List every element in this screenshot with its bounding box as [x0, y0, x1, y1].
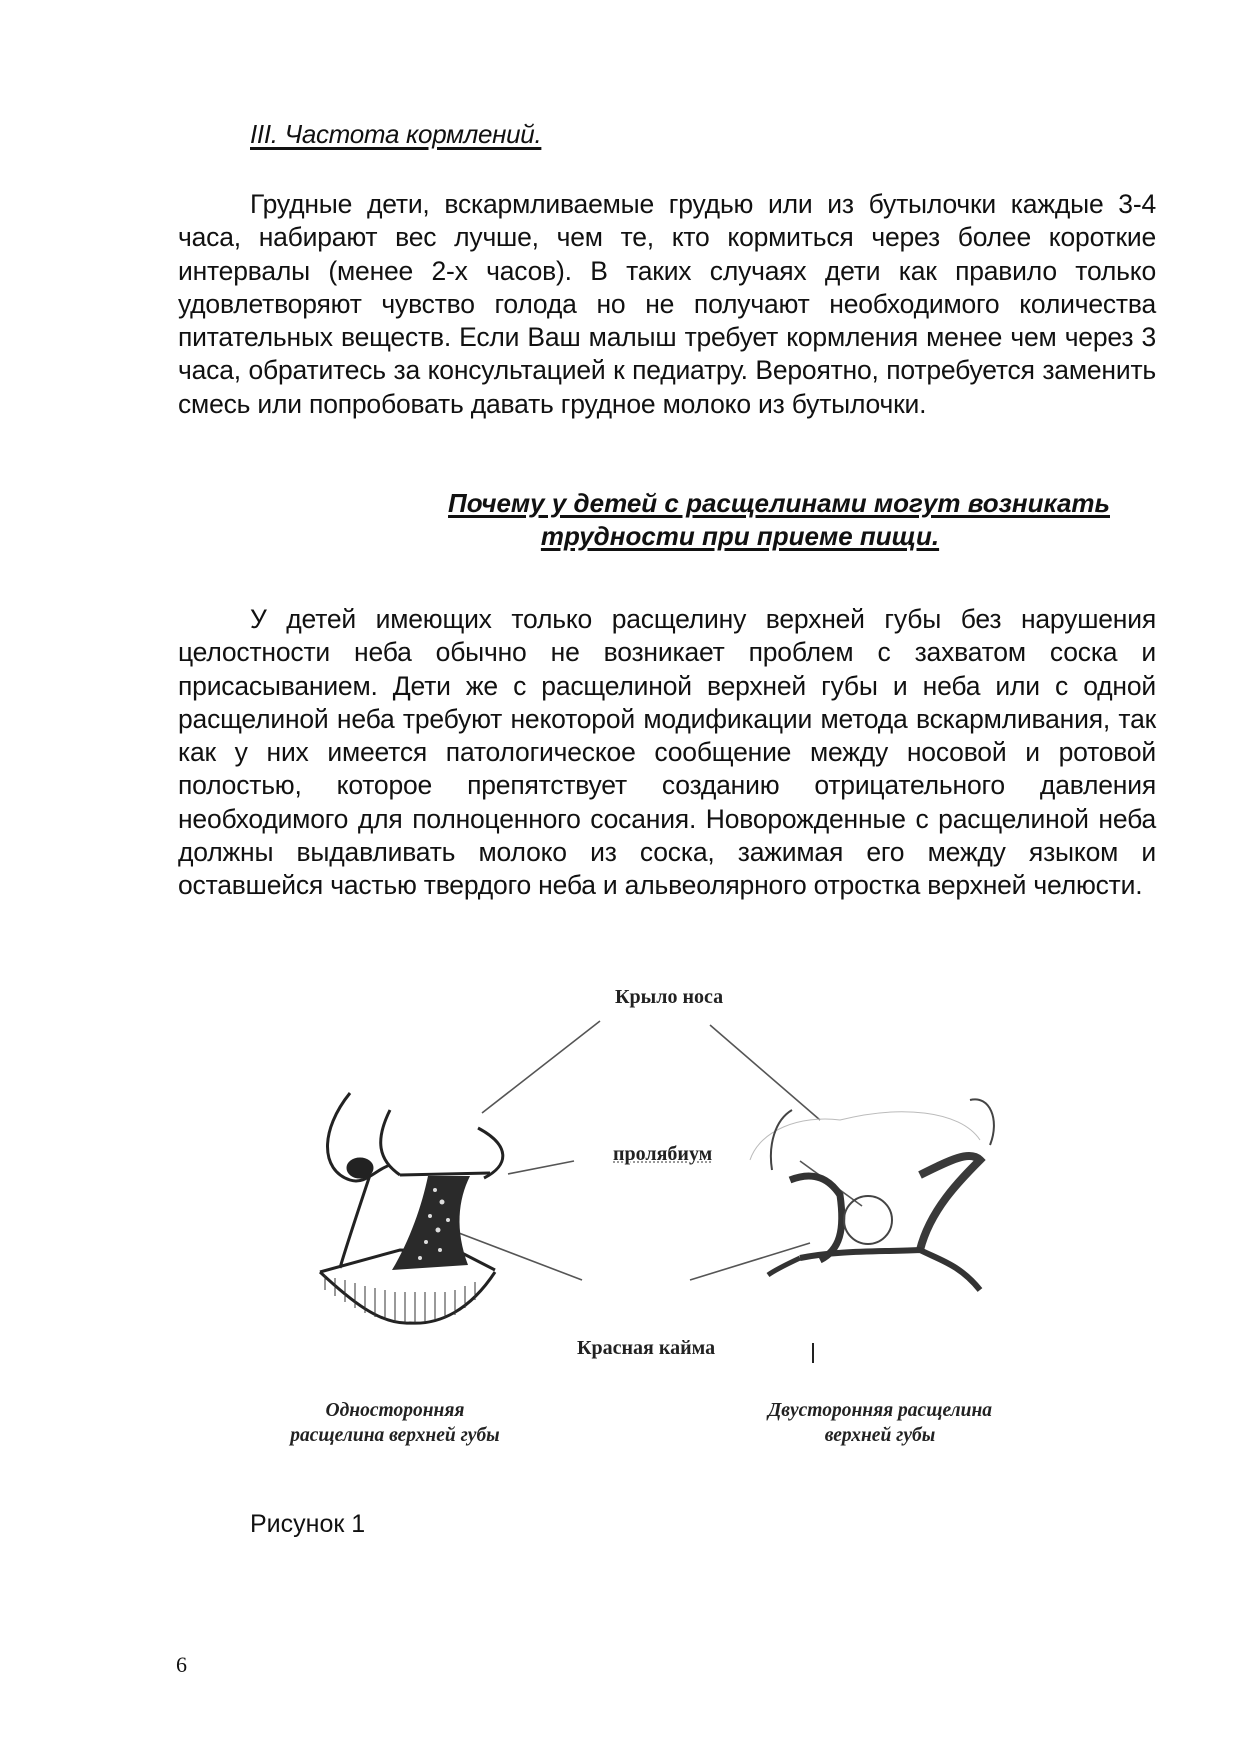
- figure-number: Рисунок 1: [250, 1510, 366, 1538]
- figure-cleft-lip: [280, 980, 1040, 1500]
- section-heading: III. Частота кормлений.: [250, 119, 542, 149]
- cleft-gap: [392, 1176, 470, 1270]
- text-cursor-mark: [812, 1343, 814, 1363]
- paragraph-feeding-frequency: Грудные дети, вскармливаемые грудью или из бутылочки каждые 3-4 часа, набирают вес лучше, чем те, кто кормиться через более короткие интервалы (менее 2-х часов). В таких случаях дети как правило только удовлетворяют чувство голода но не получают необходимого количества питательных веществ. Если Ваш малыш требует кормления менее чем через 3 часа, обратитесь за консультацией к педиатру. Вероятно, потребуется заменить смесь или попробовать давать грудное молоко из бутылочки.: [178, 189, 1156, 419]
- bilateral-cleft-drawing: [750, 1099, 994, 1290]
- page-number: 6: [176, 1652, 187, 1677]
- paragraph-cleft-feeding: У детей имеющих только расщелину верхней губы без нарушения целостности неба обычно не возникает проблем с захватом соска и присасыванием. Дети же с расщелиной верхней губы и неба или с одной расщелиной неба требуют некоторой модификации метода вскармливания, так как у них имеется патологическое сообщение между носовой и ротовой полостью, которое препятствует созданию отрицательного давления необходимого для полноценного сосания. Новорожденные с расщелиной неба должны выдавливать молоко из соска, зажимая его между языком и оставшейся частью твердого неба и альвеолярного отростка верхней челюсти.: [178, 604, 1156, 901]
- label-vermilion: Красная кайма: [577, 1337, 716, 1359]
- unilateral-cleft-hatching: [325, 1275, 475, 1323]
- caption-unilateral: Односторонняя расщелина верхней губы: [290, 1400, 500, 1446]
- subheading-line-2: трудности при приеме пищи.: [540, 521, 940, 551]
- subheading-feeding-difficulties: [300, 487, 1110, 553]
- subheading-line-1: Почему у детей с расщелинами могут возникать: [448, 488, 1110, 518]
- label-prolabium: пролябиум: [613, 1143, 713, 1165]
- caption-bilateral: Двусторонняя расщелина верхней губы: [767, 1400, 993, 1446]
- label-nose-wing: Крыло носа: [615, 986, 724, 1008]
